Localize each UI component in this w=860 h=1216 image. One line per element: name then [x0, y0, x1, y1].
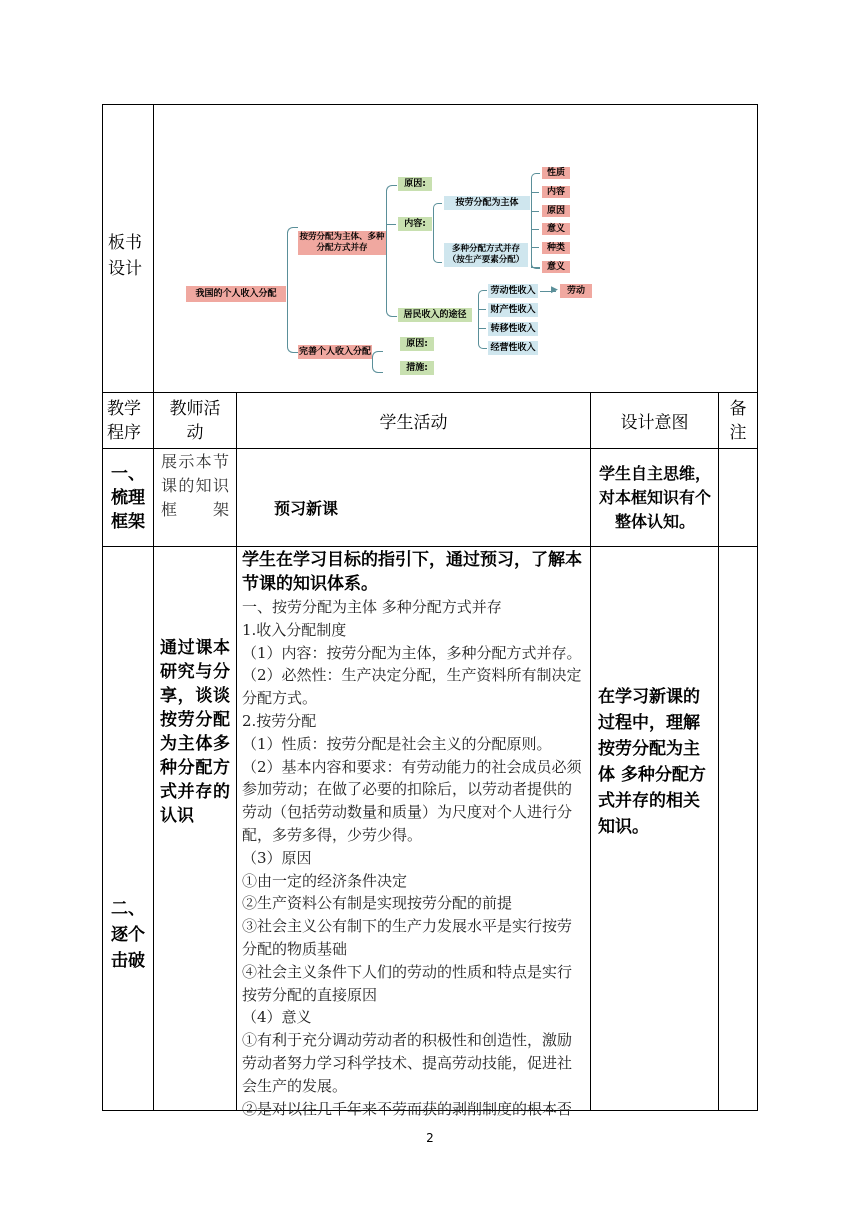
header-intent: 设计意图 — [620, 413, 689, 433]
student-lead: 学生在学习目标的指引下，通过预习，了解本节课的知识体系。 — [242, 550, 582, 594]
mindmap-item-types: 种类 — [542, 242, 570, 254]
row2-teacher: 通过课本研究与分享，谈谈按劳分配为主体多种分配方式并存的认识 — [160, 638, 230, 826]
page-number: 2 — [426, 1131, 434, 1145]
student-line: 一、按劳分配为主体 多种分配方式并存 — [242, 598, 502, 616]
student-line: ①由一定的经济条件决定 — [242, 871, 408, 890]
mindmap-root: 我国的个人收入分配 — [186, 286, 286, 302]
mindmap-b1-reason: 原因: — [398, 177, 432, 191]
header-teacher: 教师活动 — [169, 398, 221, 443]
row1-intent: 学生自主思维，对本框知识有个整体认知。 — [598, 463, 711, 531]
student-line: 2.按劳分配 — [242, 711, 317, 730]
table-col-line-4 — [718, 392, 719, 1111]
mindmap-branch-2: 完善个人收入分配 — [298, 345, 372, 359]
mindmap-labor-main: 按劳分配为主体 — [444, 196, 530, 210]
student-line: ④社会主义条件下人们的劳动的性质和特点是实行按劳分配的直接原因 — [242, 962, 573, 1004]
student-line: （2）必然性：生产决定分配，生产资料所有制决定分配方式。 — [242, 666, 582, 708]
mindmap-multi-forms: 多种分配方式并存（按生产要素分配） — [444, 243, 528, 267]
mindmap-path-business: 经营性收入 — [488, 341, 538, 355]
table-border-right — [757, 104, 758, 1111]
student-line: （2）基本内容和要求：有劳动能力的社会成员必须参加劳动；在做了必要的扣除后，以劳动者提供的劳动（包括劳动数量和质量）为尺度对个人进行分配，多劳多得，少劳少得。 — [242, 757, 582, 844]
row1-teacher: 展示本节课的知识框架 — [161, 452, 229, 519]
row2-student — [242, 548, 585, 1120]
table-col-line-2 — [236, 392, 237, 1111]
board-label: 板书设计 — [108, 233, 142, 279]
arrow-right-icon: ▶ — [551, 285, 558, 295]
table-border-top — [102, 104, 758, 105]
mind-map — [186, 165, 606, 380]
mindmap-item-nature: 性质 — [542, 167, 570, 179]
student-line: ①有利于充分调动劳动者的积极性和创造性，激励劳动者努力学习科学技术、提高劳动技能，促进社会生产的发展。 — [242, 1031, 573, 1095]
row1-stage: 一、梳理框架 — [111, 463, 145, 532]
mindmap-labor-target: 劳动 — [560, 284, 592, 298]
mindmap-path-property: 财产性收入 — [488, 303, 538, 317]
header-notes: 备注 — [729, 398, 747, 443]
mindmap-b1-income: 居民收入的途径 — [398, 308, 472, 322]
student-line: ②是对以往几千年来不劳而获的剥削制度的根本否 — [242, 1099, 573, 1118]
student-line: ③社会主义公有制下的生产力发展水平是实行按劳分配的物质基础 — [242, 917, 573, 958]
mindmap-item-reason: 原因 — [542, 205, 570, 217]
mindmap-path-transfer: 转移性收入 — [488, 322, 538, 336]
mindmap-path-labor: 劳动性收入 — [488, 284, 538, 298]
mindmap-b1-content: 内容: — [398, 217, 432, 231]
student-line: （1）性质：按劳分配是社会主义的分配原则。 — [242, 734, 552, 753]
student-line: （3）原因 — [242, 848, 312, 867]
row1-student: 预习新课 — [274, 499, 339, 518]
row2-intent: 在学习新课的过程中，理解按劳分配为主体 多种分配方式并存的相关知识。 — [598, 687, 706, 837]
student-line: ②生产资料公有制是实现按劳分配的前提 — [242, 894, 513, 913]
table-col-line-3 — [590, 392, 591, 1111]
header-student: 学生活动 — [379, 413, 448, 433]
mindmap-branch-1: 按劳分配为主体、多种分配方式并存 — [299, 232, 385, 253]
table-line-row1-bottom — [102, 546, 758, 547]
student-line: （1）内容：按劳分配为主体，多种分配方式并存。 — [242, 643, 582, 662]
table-col-line-1 — [153, 104, 154, 1111]
student-line: （4）意义 — [242, 1008, 312, 1027]
mindmap-item-meaning-2: 意义 — [542, 261, 570, 273]
mindmap-item-content: 内容 — [542, 186, 570, 198]
mindmap-b2-reason: 原因: — [400, 337, 434, 351]
mindmap-item-meaning: 意义 — [542, 223, 570, 235]
mindmap-b2-measures: 措施: — [400, 361, 434, 375]
student-line: 1.收入分配制度 — [242, 620, 347, 639]
header-stage: 教学程序 — [107, 399, 141, 443]
row2-stage: 二、逐个击破 — [111, 899, 145, 971]
